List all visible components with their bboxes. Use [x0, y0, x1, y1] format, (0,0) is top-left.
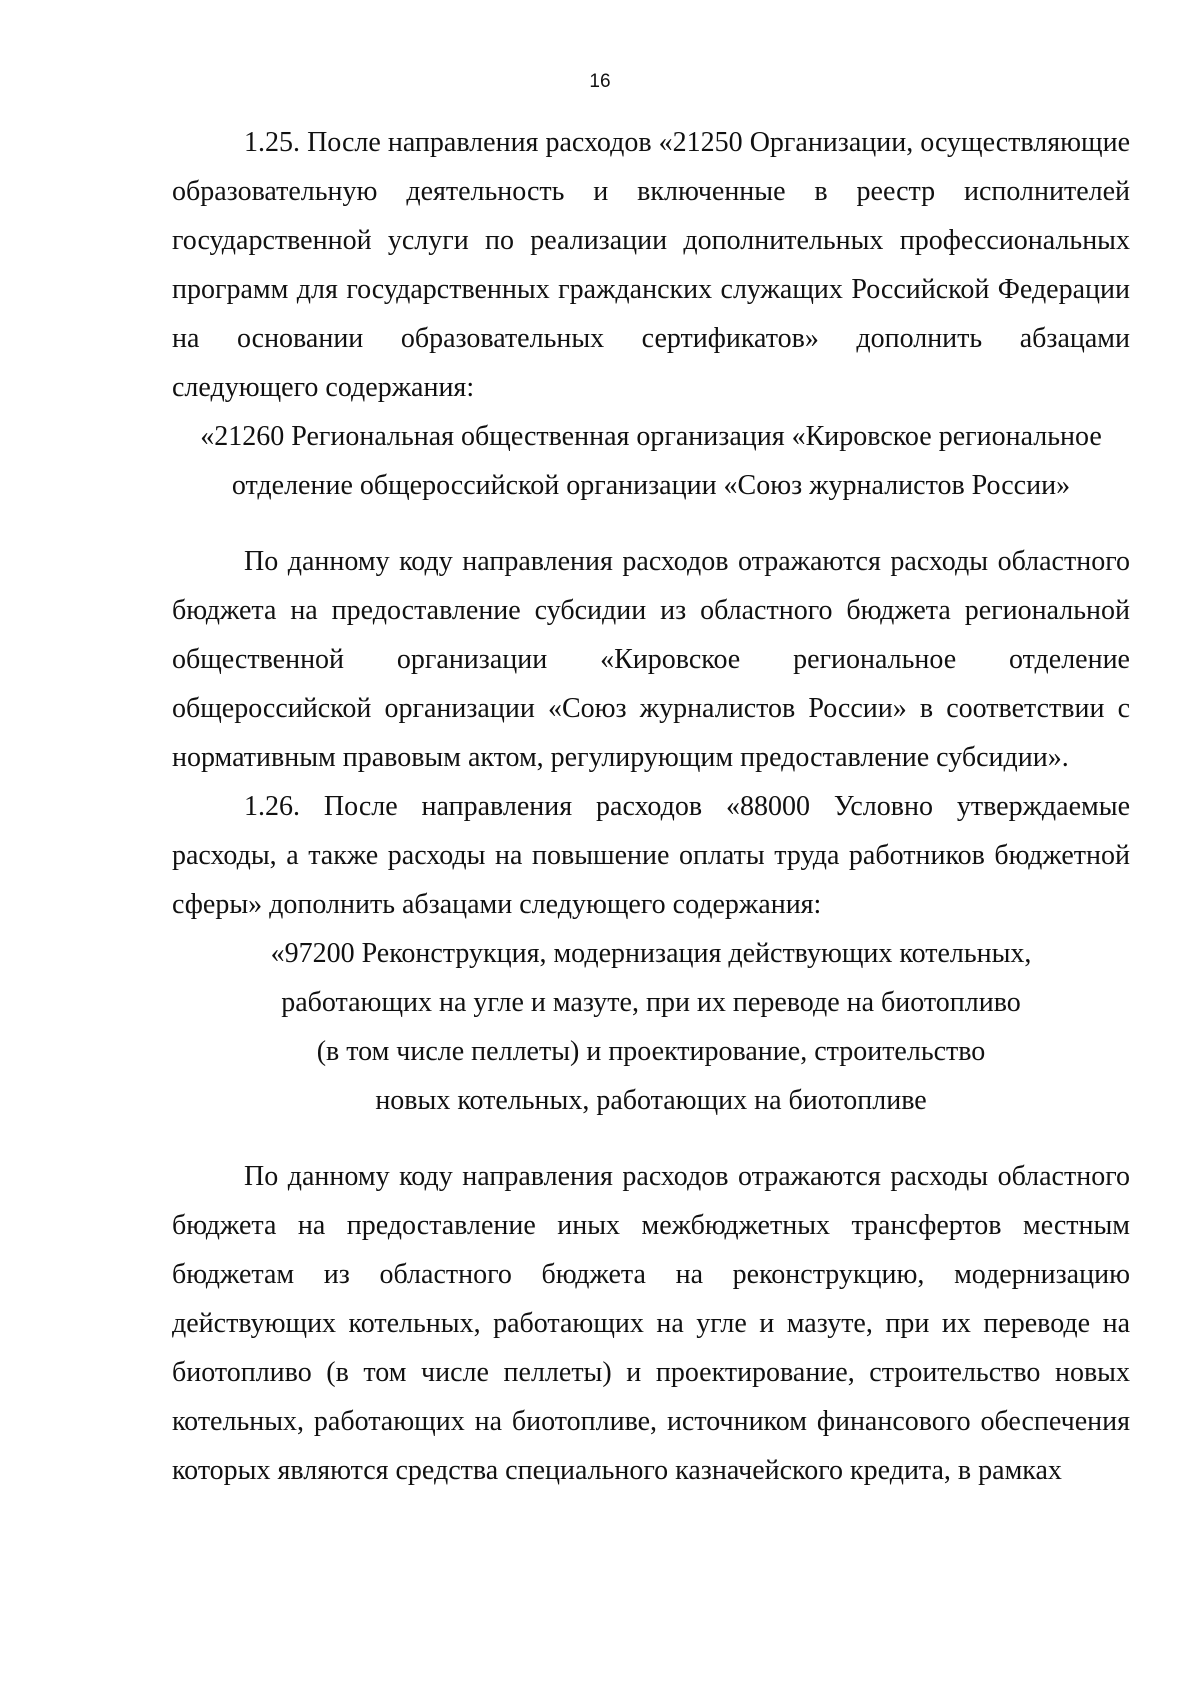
code-21260-heading-line-2: отделение общероссийской организации «Союз журналистов России» — [231, 470, 1071, 501]
spacer — [172, 1125, 1130, 1152]
section-1-25-intro: 1.25. После направления расходов «21250 Организации, осуществляющие образовательную деятельность и включенные в реестр исполнителей государственной услуги по реализации дополнительных профессиональных программ для государственных гражданских служащих Российской Федерации на основании образовательных сертификатов» дополнить абзацами следующего содержания: — [172, 127, 1130, 403]
spacer — [172, 510, 1130, 537]
code-97200-heading — [172, 929, 1130, 1125]
code-97200-description: По данному коду направления расходов отражаются расходы областного бюджета на предоставление иных межбюджетных трансфертов местным бюджетам из областного бюджета на реконструкцию, модернизацию действующих котельных, работающих на угле и мазуте, при их переводе на биотопливо (в том числе пеллеты) и проектирование, строительство новых котельных, работающих на биотопливе, источником финансового обеспечения которых являются средства специального казначейского кредита, в рамках — [172, 1161, 1130, 1486]
code-21260-heading — [172, 412, 1130, 510]
code-21260-heading-line-1: «21260 Региональная общественная организация «Кировское региональное — [200, 421, 1102, 452]
code-21260-description: По данному коду направления расходов отражаются расходы областного бюджета на предоставление субсидии из областного бюджета региональной общественной организации «Кировское региональное отделение общероссийской организации «Союз журналистов России» в соответствии с нормативным правовым актом, регулирующим предоставление субсидии». — [172, 546, 1130, 773]
code-97200-heading-line-3: (в том числе пеллеты) и проектирование, строительство — [316, 1036, 986, 1067]
code-97200-heading-line-1: «97200 Реконструкция, модернизация действующих котельных, — [270, 938, 1032, 969]
page-number: 16 — [589, 71, 611, 92]
code-97200-heading-line-4: новых котельных, работающих на биотопливе — [375, 1085, 927, 1116]
section-1-26-intro: 1.26. После направления расходов «88000 Условно утверждаемые расходы, а также расходы на повышение оплаты труда работников бюджетной сферы» дополнить абзацами следующего содержания: — [172, 791, 1130, 920]
document-body — [172, 118, 1130, 1495]
code-97200-heading-line-2: работающих на угле и мазуте, при их переводе на биотопливо — [281, 987, 1021, 1018]
